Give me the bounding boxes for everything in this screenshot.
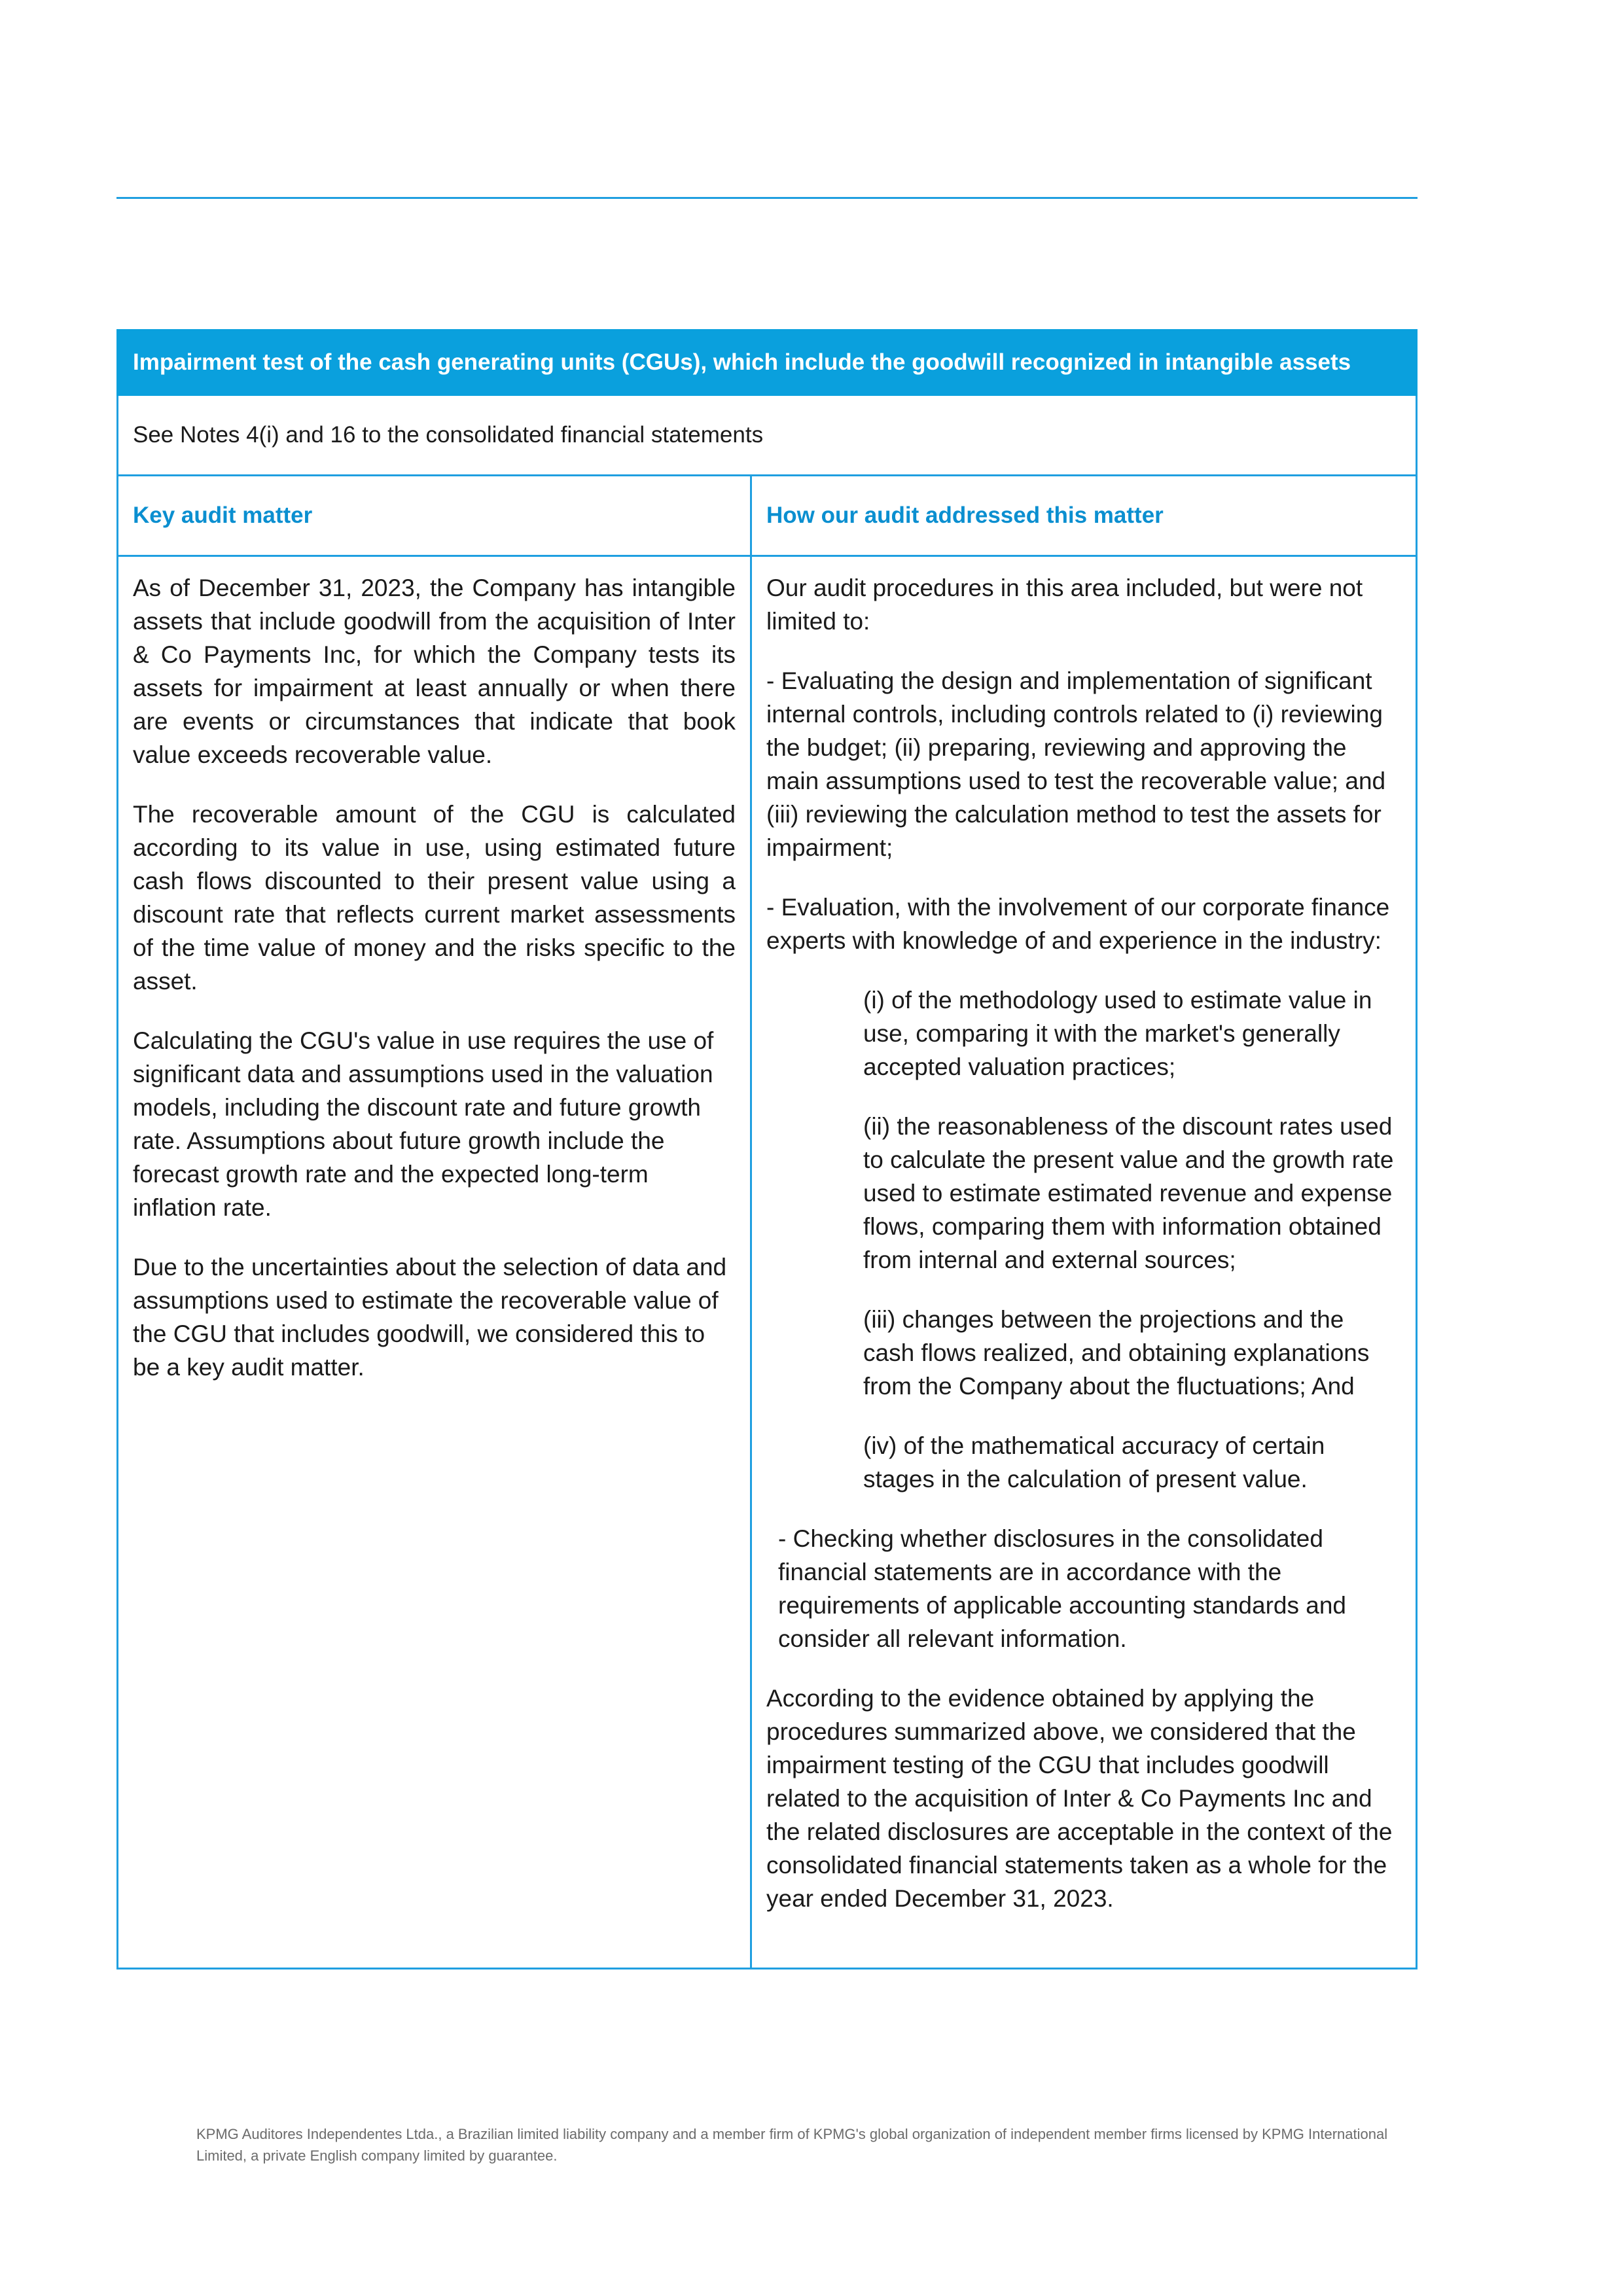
left-paragraph: Due to the uncertainties about the selection of data and assumptions used to estimate the recoverable value of the CGU that includes goodwill, we considered this to be a key audit matter. <box>133 1254 727 1381</box>
key-audit-matter-cell <box>118 556 751 1969</box>
audit-response-cell <box>751 556 1417 1969</box>
procedures-intro: Our audit procedures in this area included, but were not limited to: <box>766 574 1363 635</box>
procedure-sub-item: (iii) changes between the projections and the cash flows realized, and obtaining explanations from the Company about the fluctuations; And <box>863 1306 1370 1400</box>
procedure-sub-item: (i) of the methodology used to estimate value in use, comparing it with the market's generally accepted valuation practices; <box>863 987 1372 1080</box>
audit-response-header: How our audit addressed this matter <box>751 476 1417 556</box>
audit-conclusion: According to the evidence obtained by applying the procedures summarized above, we considered that the impairment testing of the CGU that includes goodwill related to the acquisition of Inter & Co Payments Inc and the related disclosures are acceptable in the context of the consolidated financial statements taken as a whole for the year ended December 31, 2023. <box>766 1685 1393 1912</box>
procedure-sub-item: (ii) the reasonableness of the discount rates used to calculate the present value and the growth rate used to estimate estimated revenue and expense flows, comparing them with information obtained from internal and external sources; <box>863 1113 1394 1273</box>
table-title-row <box>118 330 1417 395</box>
key-audit-matter-header: Key audit matter <box>118 476 751 556</box>
key-audit-matter-table <box>116 329 1418 1969</box>
column-header-row <box>118 476 1417 556</box>
procedure-sub-item: (iv) of the mathematical accuracy of certain stages in the calculation of present value. <box>863 1432 1325 1492</box>
notes-row <box>118 395 1417 476</box>
header-rule <box>116 197 1418 199</box>
left-paragraph: As of December 31, 2023, the Company has intangible assets that include goodwill from the acquisition of Inter & Co Payments Inc, for which the Company tests its assets for impairment at least annually or when there are events or circumstances that indicate that book value exceeds recoverable value. <box>133 574 736 768</box>
procedure-item: - Evaluation, with the involvement of our corporate finance experts with knowledge of and experience in the industry: <box>766 894 1390 954</box>
procedure-item: - Evaluating the design and implementation of significant internal controls, including controls related to (i) reviewing the budget; (ii) preparing, reviewing and approving the main assumptions used to test the recoverable value; and (iii) reviewing the calculation method to test the assets for impairment; <box>766 667 1386 861</box>
notes-reference: See Notes 4(i) and 16 to the consolidated financial statements <box>118 395 1417 476</box>
left-paragraph: The recoverable amount of the CGU is calculated according to its value in use, using estimated future cash flows discounted to their present value using a discount rate that reflects current market assessments of the time value of money and the risks specific to the asset. <box>133 801 736 995</box>
content-row <box>118 556 1417 1969</box>
left-paragraph: Calculating the CGU's value in use requires the use of significant data and assumptions used in the valuation models, including the discount rate and future growth rate. Assumptions about future growth include the forecast growth rate and the expected long-term inflation rate. <box>133 1027 714 1221</box>
table-title: Impairment test of the cash generating units (CGUs), which include the goodwill recognized in intangible assets <box>118 330 1417 395</box>
procedure-item: - Checking whether disclosures in the consolidated financial statements are in accordance with the requirements of applicable accounting standards and consider all relevant information. <box>778 1525 1347 1652</box>
footer-disclaimer: KPMG Auditores Independentes Ltda., a Brazilian limited liability company and a member firm of KPMG's global organization of independent member firms licensed by KPMG International Limited, a private English company limited by guarantee. <box>196 2126 1388 2164</box>
